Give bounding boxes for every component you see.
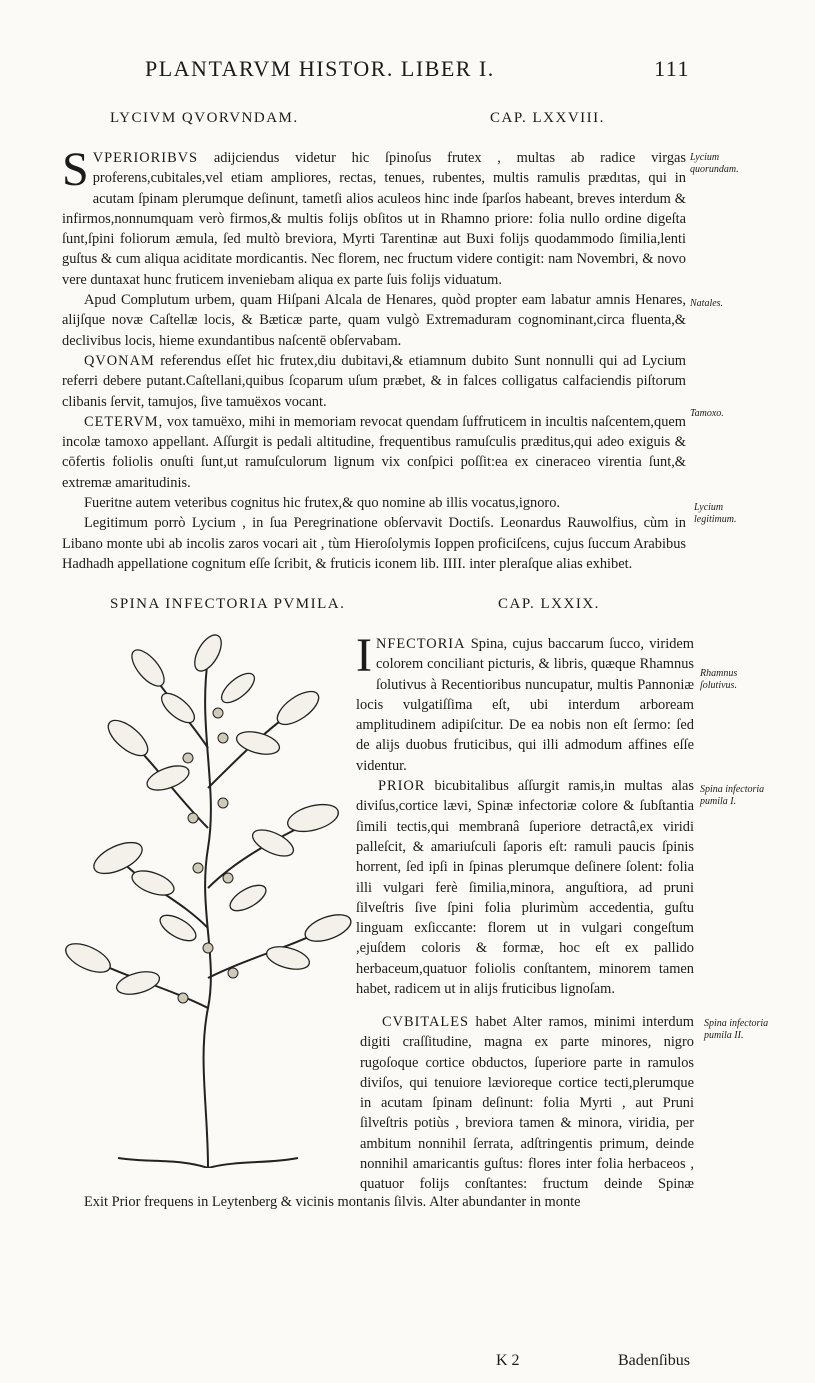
margin-note: Spina infectoria pumila I.: [700, 784, 765, 807]
chapter-title-spina: SPINA INFECTORIA PVMILA.: [110, 596, 346, 612]
drop-cap: I: [356, 629, 372, 682]
paragraph: CETERVM, vox tamuëxo, mihi in memoriam revocat quendam ſuffruticem in incultis naſcentem,quem incolæ tamoxo appellant. Aſſurgit is pedali altitudine, frequentibus ramuſculis præditus,qui adeo exiguis & cōfertis foliolis onuſti ſunt,ut ramuſculorum lignum vix conſpici poſſit:ea ex cineraceo virentia ſunt,& extremæ amaritudinis.: [62, 413, 686, 491]
paragraph: Exit Prior frequens in Leytenberg & vicinis montanis ſilvis. Alter abundanter in monte: [84, 1194, 581, 1210]
chapter1-body: [62, 143, 686, 574]
margin-note: Spina infectoria pumila II.: [704, 1018, 769, 1041]
margin-note: Rhamnus ſolutivus.: [700, 668, 738, 691]
paragraph: QVONAM referendus eſſet hic frutex,diu dubitavi,& etiamnum dubito Sunt nonnulli qui ad Lycium referri debere putant.Caſtellani,quibus ſcoparum uſum præbet, & in falces colligatus calfaciendis piſtorum clibanis ſervit, tamujos, ſive tamuëxos vocant.: [62, 352, 686, 410]
paragraph: SVPERIORIBVS adijciendus videtur hic ſpinoſus frutex , multas ab radice virgas proferens,cubitales,vel etiam ampliores, rectas, tenues, rubentes, multis ramulis prædıtas, qui in acutam ſpinam plerumque deſinunt, tametſi alios aculeos hinc inde ſparſos habeant, breves interdum & infirmos,nonnumquam verò firmos,& multis folijs obſitos ut in Rhamno priore: folia nullo ordine digeſta ſunt,ſpini foliorum æmula, ſed multò breviora, Myrti Tarentinæ aut Buxi folijs quodammodo ſimilia,lenti guſtus & cum aliqua aciditate mordicantis. Nec florem, nec fructum videre contigit: nam Novembri, & novo vere duntaxat hunc fruticem inveniebam aliqua ex parte ſuis folijs viduatum.: [62, 143, 686, 288]
page-number: 111: [654, 56, 690, 81]
woodcut-illustration: [58, 628, 354, 1168]
running-header: [145, 56, 690, 82]
drop-cap: S: [62, 143, 89, 196]
running-title: PLANTARVM HISTOR. LIBER I.: [145, 56, 495, 81]
margin-note: Lycium quorundam.: [690, 152, 739, 175]
chapter-title-lycium: LYCIVM QVORVNDAM.: [110, 110, 299, 126]
paragraph: Apud Complutum urbem, quam Hiſpani Alcala de Henares, quòd propter eam labatur amnis Henares, alijſque novæ Caſtellæ locis, & Bæticæ parte, quam vulgò Extremaduram cognominant,circa fluenta,& declivibus locis, hieme exundantibus naſcentē obſervabam.: [62, 292, 686, 349]
paragraph: Legitimum porrò Lycium , in ſua Peregrinatione obſervavit Doctiſs. Leonardus Rauwolfius, cùm in Libano monte ubi ab incolis zaros vocari ait , tùm Hieroſolymis Ioppen proficiſcens, cujus ſuccum Arabibus Hadhadh appellatione cognitum eſſe ſcribit, & fruticis iconem lib. IIII. inter pleraſque alias exhibet.: [62, 515, 686, 572]
signature-mark: K 2: [496, 1352, 520, 1369]
margin-note: Tamoxo.: [690, 408, 724, 419]
chapter2-body-column: [356, 629, 694, 999]
chapter2-body-continued: [360, 1012, 694, 1192]
plant-illustration: [58, 628, 354, 1168]
chapter2-body-full: [62, 1192, 694, 1342]
paragraph: CVBITALES habet Alter ramos, minimi interdum digiti craſſitudine, magna ex parte minores, nigro rugoſoque cortice obductos, ſuperiore parte in ramulos diviſos, qui tenuiore lævioreque cortice tecti,plerumque in acutam ſpinam deſinunt: folia Myrti , aut Pruni ſilveſtris potiùs , breviora tamen & minora, viridia, per ambitum nonnihil ſerrata, adſtringentis primum, deinde nonnihil amaricantis guſtus: flores inter folia herbaceos , quatuor folijs conſtantes: fructum deinde Spinæ: [360, 1014, 694, 1192]
chapter-number-78: CAP. LXXVIII.: [490, 110, 605, 126]
margin-note: Natales.: [690, 298, 724, 309]
paragraph: PRIOR bicubitalibus aſſurgit ramis,in multas alas diviſus,cortice lævi, Spinæ infectoriæ colore & ſubſtantia ſimili tectis,qui membranâ ſuperiore detractâ,ex viridi palleſcit, & amariuſculi ſaporis eſt: ramuli paucis ſpinis horrent, ſed ipſi in ſpinas plerumque deſinere ſolent: folia illi vulgari ferè ſimilia,minora, anguſtiora, ad pruni ſilveſtris ſive ſpini folia plurimùm accedentia, guſtu linguam exſiccante: florem ut in vulgari congeſtum ,ejuſdem coloris & formæ, hoc eſt ex pallido herbaceum,quatuor foliolis conſtantem, minorem tamen habet, radicem ut in alijs fruticibus lignoſam.: [356, 778, 694, 998]
margin-note: Lycium legitimum.: [694, 502, 737, 525]
paragraph: Fueritne autem veteribus cognitus hic frutex,& quo nomine ab illis vocatus,ignoro.: [84, 495, 560, 512]
catchword: Badenſibus: [618, 1352, 690, 1369]
chapter-number-79: CAP. LXXIX.: [498, 596, 600, 612]
paragraph: INFECTORIA Spina, cujus baccarum ſucco, viridem colorem conciliant picturis, & libris, quæque Rhamnus ſolutivus à Recentioribus nuncupatur, multis Pannoniæ locis vulgatiſſima eſt, ubi interdum arboream amplitudinem adipiſcitur. De ea nobis non eſt ſermo: ſed de alijs duobus fruticibus, qui illi admodum affines eſſe videntur.: [356, 629, 694, 774]
